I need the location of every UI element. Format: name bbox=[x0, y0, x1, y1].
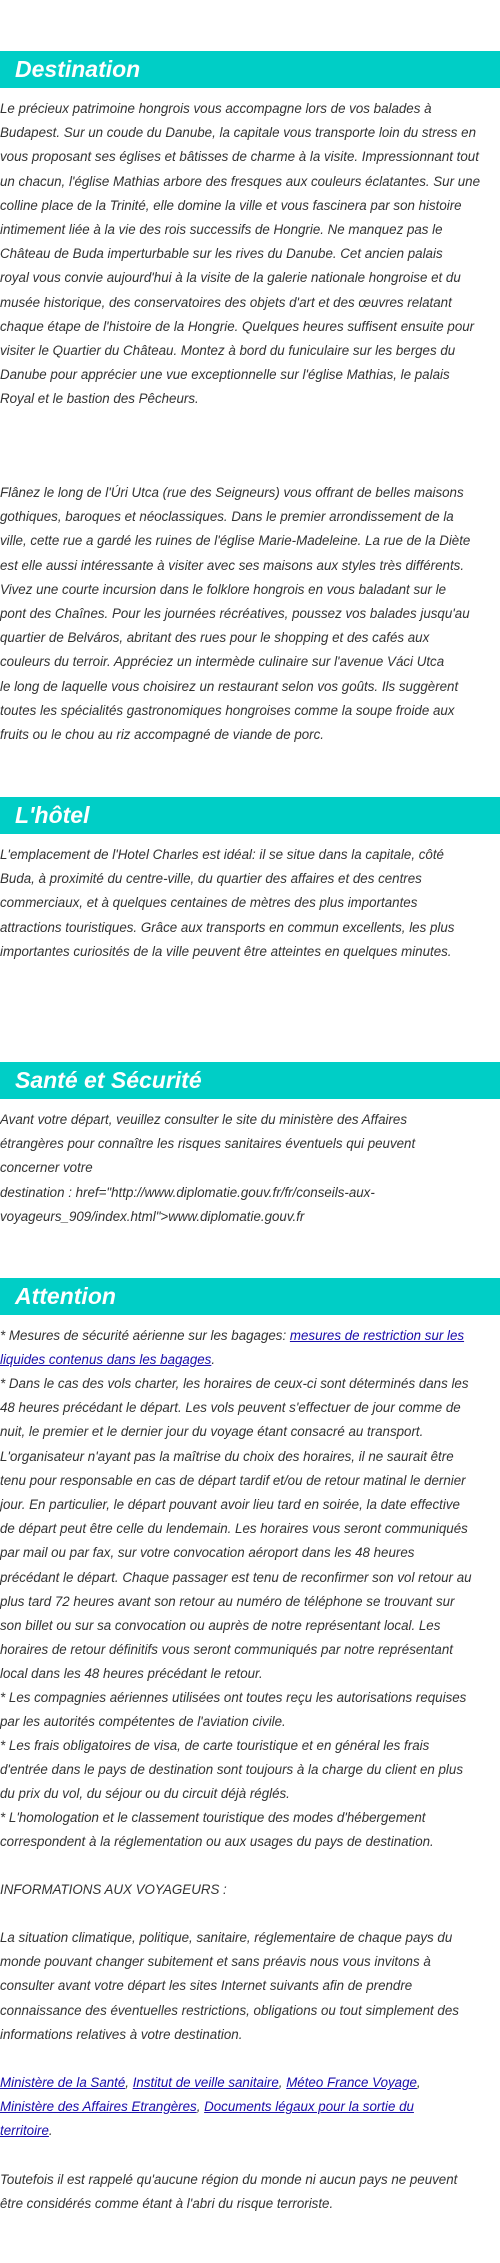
text-line: consulter avant votre départ les sites Internet suivants afin de prendre bbox=[0, 1978, 413, 1994]
text-line: tenu pour responsable en cas de départ tardif et/ou de retour matinal le dernier bbox=[0, 1472, 466, 1488]
link-documents-legaux[interactable]: Documents légaux pour la sortie du bbox=[204, 2099, 414, 2115]
fees-notice bbox=[0, 1734, 500, 1807]
text-line: chaque étape de l'histoire de la Hongrie. Quelques heures suffisent ensuite pour bbox=[0, 318, 475, 334]
text-line: étrangères pour connaître les risques sanitaires éventuels qui peuvent bbox=[0, 1136, 416, 1152]
text-line: Budapest. Sur un coude du Danube, la capitale vous transporte loin du stress en bbox=[0, 125, 476, 141]
text-line: un chacun, l'église Mathias arbore des fresques aux couleurs éclatantes. Sur une bbox=[0, 173, 481, 189]
homologation-notice bbox=[0, 1806, 500, 1854]
text-line: L'organisateur n'ayant pas la maîtrise du choix des horaires, il ne saurait être bbox=[0, 1448, 454, 1464]
text-line: attractions touristiques. Grâce aux transports en commun excellents, les plus bbox=[0, 919, 455, 935]
link-separator: , bbox=[416, 2075, 421, 2090]
text-line: horaires de retour définitifs vous seront communiqués par notre représentant bbox=[0, 1642, 453, 1658]
info-heading: INFORMATIONS AUX VOYAGEURS : bbox=[0, 1882, 227, 1897]
hotel-paragraph bbox=[0, 843, 500, 964]
text-line: visiter le Quartier du Château. Montez à bord du funiculaire sur les berges du bbox=[0, 343, 456, 359]
text-line: nuit, le premier et le dernier jour du voyage étant consacré au transport. bbox=[0, 1424, 424, 1440]
text-line: plus tard 72 heures avant son retour au numéro de téléphone se trouvant sur bbox=[0, 1593, 455, 1609]
text-line: Château de Buda imperturbable sur les rives du Danube. Cet ancien palais bbox=[0, 246, 443, 262]
text-line: voyageurs_909/index.html">www.diplomatie.gouv.fr bbox=[0, 1208, 305, 1224]
text-line: correspondent à la réglementation ou aux usages du pays de destination. bbox=[0, 1834, 434, 1850]
link-affaires-etrangeres[interactable]: Ministère des Affaires Etrangères bbox=[0, 2099, 197, 2115]
text-line: * L'homologation et le classement touristique des modes d'hébergement bbox=[0, 1810, 426, 1825]
text-line: quartier de Belváros, abritant des rues pour le shopping et des cafés aux bbox=[0, 630, 430, 646]
hotel-heading: L'hôtel bbox=[0, 797, 500, 834]
links-end: . bbox=[48, 2123, 53, 2139]
text-line: Flânez le long de l'Úri Utca (rue des Seigneurs) vous offrant de belles maisons bbox=[0, 485, 464, 500]
text-line: jour. En particulier, le départ pouvant avoir lieu tard en soirée, la date effective bbox=[0, 1497, 460, 1513]
destination-paragraph-1 bbox=[0, 97, 500, 412]
text-line: L'emplacement de l'Hotel Charles est idéal: il se situe dans la capitale, côté bbox=[0, 847, 444, 862]
text-line: royal vous convie aujourd'hui à la visite de la galerie nationale hongroise et du bbox=[0, 270, 461, 286]
text-line: de départ peut être celle du lendemain. Les horaires vous seront communiqués bbox=[0, 1521, 468, 1537]
text-line: fruits ou le chou au riz accompagné de viande de porc. bbox=[0, 727, 324, 743]
text-line: gothiques, baroques et néoclassiques. Dans le premier arrondissement de la bbox=[0, 509, 454, 525]
text-line: couleurs du terroir. Appréciez un intermède culinaire sur l'avenue Váci Utca bbox=[0, 654, 445, 670]
text-line: par mail ou par fax, sur votre convocation aéroport dans les 48 heures bbox=[0, 1545, 415, 1561]
text-line: Royal et le bastion des Pêcheurs. bbox=[0, 391, 199, 407]
text-line: connaissance des éventuelles restrictions, obligations ou tout simplement des bbox=[0, 2002, 459, 2018]
text-line: le long de laquelle vous choisirez un restaurant selon vos goûts. Ils suggèrent bbox=[0, 678, 459, 694]
terror-notice bbox=[0, 2168, 500, 2216]
text-line: vous proposant ses églises et bâtisses de charme à la visite. Impressionnant tout bbox=[0, 149, 479, 165]
text-line: Buda, à proximité du centre-ville, du quartier des affaires et des centres bbox=[0, 871, 422, 887]
charter-notice bbox=[0, 1372, 500, 1687]
link-veille-sanitaire[interactable]: Institut de veille sanitaire bbox=[132, 2075, 279, 2090]
destination-paragraph-2 bbox=[0, 481, 500, 747]
text-line: local dans les 48 heures précédant le retour. bbox=[0, 1666, 263, 1682]
text-line: par les autorités compétentes de l'aviation civile. bbox=[0, 1714, 286, 1730]
text-line: son billet ou sur sa convocation ou auprès de notre représentant local. Les bbox=[0, 1618, 441, 1634]
text-line: concerner votre bbox=[0, 1160, 93, 1176]
baggage-restriction-link-cont[interactable]: liquides contenus dans les bagages bbox=[0, 1352, 212, 1368]
health-heading: Santé et Sécurité bbox=[0, 1062, 500, 1099]
text-line: Danube pour apprécier une vue exceptionnelle sur l'église Mathias, le palais bbox=[0, 367, 450, 383]
text-line: Toutefois il est rappelé qu'aucune région du monde ni aucun pays ne peuvent bbox=[0, 2172, 458, 2187]
text-line: * Les frais obligatoires de visa, de carte touristique et en général les frais bbox=[0, 1738, 430, 1753]
link-documents-legaux-cont[interactable]: territoire bbox=[0, 2123, 49, 2139]
text-line: pont des Chaînes. Pour les journées récréatives, poussez vos balades jusqu'au bbox=[0, 606, 470, 622]
link-separator: , bbox=[278, 2075, 287, 2090]
text-line: 48 heures précédant le départ. Les vols peuvent s'effectuer de jour comme de bbox=[0, 1400, 461, 1416]
text-line: informations relatives à votre destination. bbox=[0, 2026, 243, 2042]
link-ministere-sante[interactable]: Ministère de la Santé bbox=[0, 2075, 126, 2090]
text-line: Avant votre départ, veuillez consulter le site du ministère des Affaires bbox=[0, 1112, 407, 1127]
text-line: La situation climatique, politique, sanitaire, réglementaire de chaque pays du bbox=[0, 1930, 453, 1945]
text-line: commerciaux, et à quelques centaines de mètres des plus importantes bbox=[0, 895, 418, 911]
airlines-notice bbox=[0, 1686, 500, 1734]
text-line: est elle aussi intéressante à visiter avec ses maisons aux styles très différents. bbox=[0, 557, 465, 573]
baggage-notice bbox=[0, 1324, 500, 1372]
text-line: d'entrée dans le pays de destination sont toujours à la charge du client en plus bbox=[0, 1762, 463, 1778]
text-line: musée historique, des conservatoires des objets d'art et des œuvres relatant bbox=[0, 294, 452, 310]
text-line: ville, cette rue a gardé les ruines de l'église Marie-Madeleine. La rue de la Diète bbox=[0, 533, 471, 549]
text-line: monde pouvant changer subitement et sans préavis nous vous invitons à bbox=[0, 1954, 431, 1970]
link-separator: , bbox=[125, 2075, 133, 2090]
info-paragraph bbox=[0, 1926, 500, 2047]
text-line: Vivez une courte incursion dans le folklore hongrois en vous baladant sur le bbox=[0, 581, 447, 597]
text-line: * Les compagnies aériennes utilisées ont toutes reçu les autorisations requises bbox=[0, 1690, 467, 1705]
attention-heading: Attention bbox=[0, 1278, 500, 1315]
text-line: précédant le départ. Chaque passager est tenu de reconfirmer son vol retour au bbox=[0, 1569, 472, 1585]
destination-heading: Destination bbox=[0, 51, 500, 88]
text-line: Le précieux patrimoine hongrois vous accompagne lors de vos balades à bbox=[0, 101, 432, 116]
text-line: toutes les spécialités gastronomiques hongroises comme la soupe froide aux bbox=[0, 702, 455, 718]
health-paragraph bbox=[0, 1108, 500, 1229]
links-list bbox=[0, 2071, 500, 2144]
text-line: du prix du vol, du séjour ou du circuit déjà réglés. bbox=[0, 1786, 290, 1802]
baggage-restriction-link[interactable]: mesures de restriction sur les bbox=[289, 1328, 465, 1343]
text-line: importantes curiosités de la ville peuvent être atteintes en quelques minutes. bbox=[0, 943, 452, 959]
text-line: * Dans le cas des vols charter, les horaires de ceux-ci sont déterminés dans les bbox=[0, 1376, 469, 1391]
baggage-suffix: . bbox=[211, 1352, 216, 1368]
link-separator: , bbox=[196, 2099, 205, 2115]
text-line: destination : href="http://www.diplomatie.gouv.fr/fr/conseils-aux- bbox=[0, 1184, 375, 1200]
text-line: être considérés comme étant à l'abri du risque terroriste. bbox=[0, 2196, 334, 2212]
text-line: intimement liée à la vie des rois successifs de Hongrie. Ne manquez pas le bbox=[0, 222, 443, 238]
link-meteo-france[interactable]: Méteo France Voyage bbox=[286, 2075, 417, 2090]
text-line: colline place de la Trinité, elle domine la ville et vous fascinera par son histoire bbox=[0, 197, 462, 213]
baggage-prefix: * Mesures de sécurité aérienne sur les bagages: bbox=[0, 1328, 290, 1343]
